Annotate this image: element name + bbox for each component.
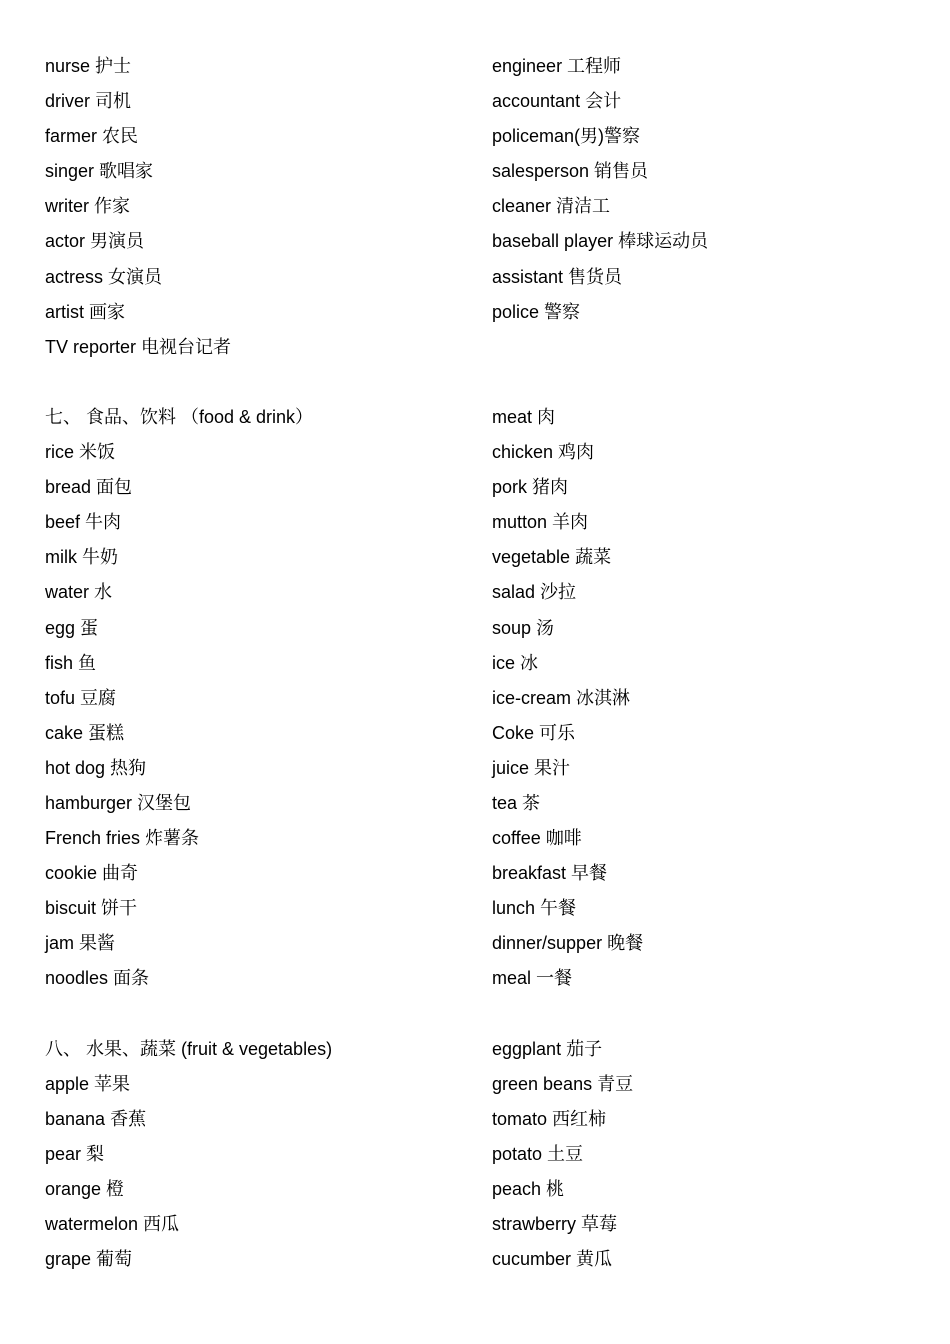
section-heading-fruit-vegetables: 八、 水果、蔬菜 (fruit & vegetables)	[45, 1038, 333, 1059]
vocab-entry: beef 牛肉	[45, 512, 122, 533]
vocab-entry: cake 蛋糕	[45, 722, 125, 743]
vocab-entry: farmer 农民	[45, 126, 139, 147]
vocab-entry: banana 香蕉	[45, 1108, 147, 1129]
vocab-entry: bread 面包	[45, 477, 133, 498]
vocab-entry: police 警察	[492, 301, 581, 322]
vocab-entry: chicken 鸡肉	[492, 442, 595, 463]
vocabulary-column-left	[45, 49, 465, 1277]
vocab-entry: hamburger 汉堡包	[45, 792, 192, 813]
vocab-entry: tofu 豆腐	[45, 687, 117, 708]
vocab-entry: tomato 西红柿	[492, 1108, 607, 1129]
vocab-entry: lunch 午餐	[492, 898, 577, 919]
vocab-entry: actress 女演员	[45, 266, 163, 287]
vocab-entry: cookie 曲奇	[45, 863, 139, 884]
vocab-entry: orange 橙	[45, 1179, 125, 1199]
vocab-entry: vegetable 蔬菜	[492, 547, 612, 568]
vocab-entry: peach 桃	[492, 1179, 565, 1199]
vocab-entry: singer 歌唱家	[45, 161, 154, 182]
vocab-entry: accountant 会计	[492, 91, 622, 112]
vocab-entry: pear 梨	[45, 1143, 105, 1164]
blank-line	[45, 365, 465, 400]
vocab-entry: ice 冰	[492, 652, 539, 673]
vocab-entry: assistant 售货员	[492, 266, 623, 287]
vocab-entry: ice-cream 冰淇淋	[492, 687, 631, 708]
vocab-entry: soup 汤	[492, 617, 555, 638]
vocab-entry: apple 苹果	[45, 1073, 131, 1094]
vocab-entry: grape 葡萄	[45, 1249, 133, 1270]
vocab-entry: baseball player 棒球运动员	[492, 231, 709, 252]
vocab-entry: engineer 工程师	[492, 56, 622, 76]
vocab-entry: milk 牛奶	[45, 547, 118, 568]
vocab-entry: artist 画家	[45, 301, 126, 322]
vocab-entry: breakfast 早餐	[492, 863, 608, 884]
vocab-entry: actor 男演员	[45, 231, 145, 252]
vocab-entry: TV reporter 电视台记者	[45, 336, 232, 357]
vocab-entry: fish 鱼	[45, 652, 97, 673]
vocab-entry: juice 果汁	[492, 757, 571, 778]
blank-line	[492, 330, 912, 365]
vocab-entry: jam 果酱	[45, 933, 116, 954]
vocab-entry: coffee 咖啡	[492, 828, 582, 849]
vocab-entry: rice 米饭	[45, 442, 116, 463]
vocab-entry: nurse 护士	[45, 56, 132, 76]
vocab-entry: French fries 炸薯条	[45, 828, 200, 849]
vocab-entry: mutton 羊肉	[492, 512, 589, 533]
vocab-entry: driver 司机	[45, 91, 132, 112]
vocab-entry: salad 沙拉	[492, 582, 577, 603]
vocab-entry: eggplant 茄子	[492, 1038, 603, 1059]
vocab-entry: biscuit 饼干	[45, 898, 138, 919]
vocab-entry: tea 茶	[492, 792, 541, 813]
vocab-entry: Coke 可乐	[492, 722, 576, 743]
vocab-entry: potato 土豆	[492, 1143, 584, 1164]
vocab-entry: cucumber 黄瓜	[492, 1249, 613, 1270]
blank-line	[492, 365, 912, 400]
section-heading-food-drink: 七、 食品、饮料 （food & drink）	[45, 406, 314, 427]
blank-line	[45, 997, 465, 1032]
vocab-entry: noodles 面条	[45, 968, 150, 989]
vocab-entry: writer 作家	[45, 196, 130, 217]
vocab-entry: hot dog 热狗	[45, 757, 147, 778]
vocab-entry: pork 猪肉	[492, 477, 569, 498]
blank-line	[492, 997, 912, 1032]
vocab-entry: policeman(男)警察	[492, 126, 641, 147]
vocab-entry: dinner/supper 晚餐	[492, 933, 644, 954]
vocabulary-column-right	[492, 49, 912, 1277]
vocab-entry: salesperson 销售员	[492, 161, 649, 182]
vocab-entry: green beans 青豆	[492, 1073, 634, 1094]
vocab-entry: watermelon 西瓜	[45, 1214, 180, 1235]
vocab-entry: strawberry 草莓	[492, 1214, 618, 1235]
vocab-entry: meal 一餐	[492, 968, 573, 989]
vocab-entry: cleaner 清洁工	[492, 196, 611, 217]
vocab-entry: egg 蛋	[45, 617, 99, 638]
vocab-entry: meat 肉	[492, 406, 556, 427]
vocab-entry: water 水	[45, 582, 113, 603]
